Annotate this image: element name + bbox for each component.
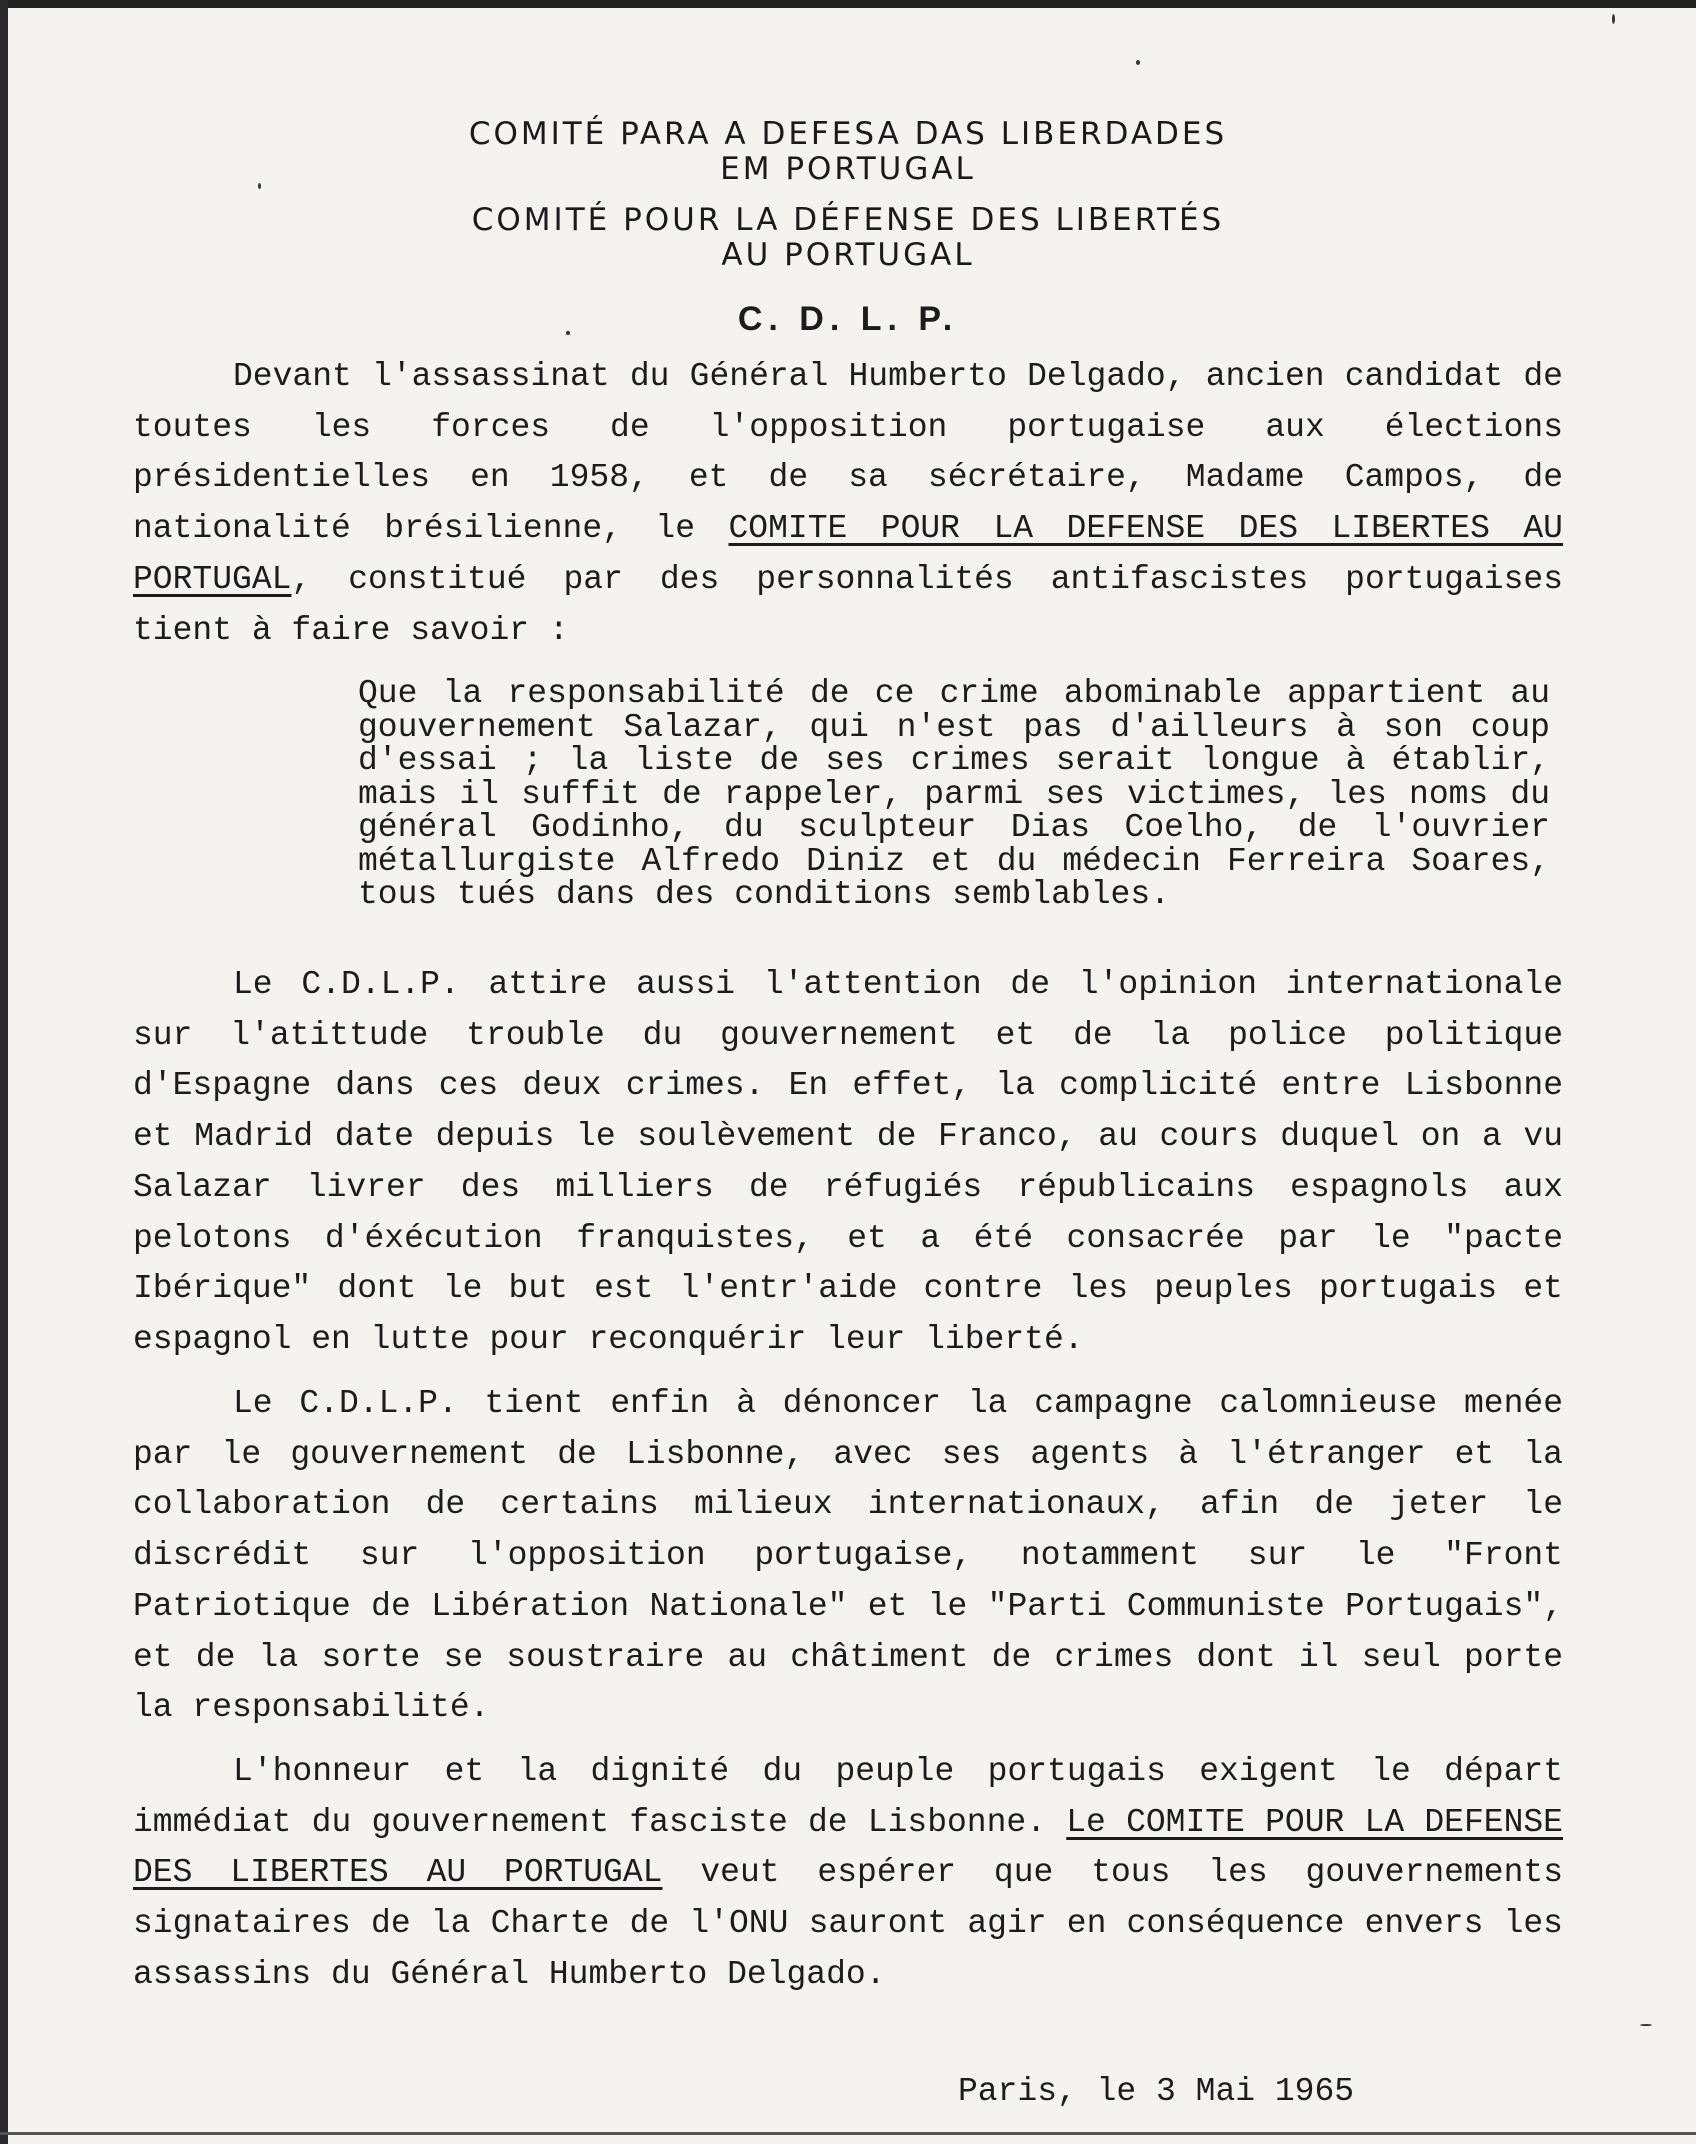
paragraph-complicity-text: Le C.D.L.P. attire aussi l'attention de l'opinion internationale sur l'atittude trouble du gouvernement et de la police politique d'Espagne dans ces deux crimes. En effet, la complicité entre Lisbonne et Madrid date depuis le soulèvement de Franco, au cours duquel on a vu Salazar livrer des milliers de réfugiés républicains espagnols aux pelotons d'éxécution franquistes, et a été consacrée par le "pacte Ibérique" dont le but est l'entr'aide contre les peuples portugais et espagnol en lutte pour reconquérir leur liberté.	[133, 966, 1563, 1358]
paragraph-campaign-text: Le C.D.L.P. tient enfin à dénoncer la campagne calomnieuse menée par le gouvernement de Lisbonne, avec ses agents à l'étranger et la collaboration de certains milieux internationaux, afin de jeter le discrédit sur l'opposition portugaise, notamment sur le "Front Patriotique de Libération Nationale" et le "Parti Communiste Portugais", et de la sorte se soustraire au châtiment de crimes dont il seul porte la responsabilité.	[133, 1385, 1563, 1727]
paragraph-conclusion	[133, 1747, 1563, 2001]
scan-speck	[566, 331, 570, 335]
conclusion-text-before: L'honneur et la dignité du peuple portugais exigent le départ immédiat du gouvernement fasciste de Lisbonne.	[133, 1753, 1563, 1841]
scan-speck	[1136, 60, 1140, 65]
intro-text-after: , constitué par des personnalités antifascistes portugaises tient à faire savoir :	[133, 560, 1563, 649]
conclusion-committee-name: Le COMITE POUR LA DEFENSE DES LIBERTES AU PORTUGAL	[133, 1803, 1563, 1892]
page-edge-bottom	[0, 2132, 1696, 2135]
intro-committee-name: COMITE POUR LA DEFENSE DES LIBERTES AU PORTUGAL	[133, 510, 1563, 598]
paragraph-complicity	[133, 960, 1563, 1366]
scan-speck	[258, 183, 261, 189]
paragraph-campaign	[133, 1379, 1563, 1734]
document-heading: C. D. L. P.	[737, 300, 959, 338]
scan-speck	[1612, 14, 1615, 24]
intro-paragraph	[133, 352, 1563, 656]
page-edge-top	[0, 0, 1696, 8]
quoted-statement: Que la responsabilité de ce crime abominable appartient au gouvernement Salazar, qui n'est pas d'ailleurs à son coup d'essai ; la liste de ses crimes serait longue à établir, mais il suffit de rappeler, parmi ses victimes, les noms du général Godinho, du sculpteur Dias Coelho, de l'ouvrier métallurgiste Alfredo Diniz et du médecin Ferreira Soares, tous tués dans des conditions semblables.	[358, 675, 1550, 913]
place-and-date: Paris, le 3 Mai 1965	[958, 2073, 1355, 2110]
header-fr-line1: COMITÉ POUR LA DÉFENSE DES LIBERTÉS	[471, 202, 1225, 238]
header-fr-line2: AU PORTUGAL	[721, 237, 975, 273]
header-pt-line1: COMITÉ PARA A DEFESA DAS LIBERDADES	[468, 116, 1228, 152]
scan-speck	[1640, 2024, 1652, 2026]
header-pt-line2: EM PORTUGAL	[720, 151, 976, 187]
conclusion-text-after: veut espérer que tous les gouvernements signataires de la Charte de l'ONU sauront agir en conséquence envers les assassins du Général Humberto Delgado.	[133, 1854, 1563, 1993]
intro-text-before: Devant l'assassinat du Général Humberto Delgado, ancien candidat de toutes les forces de l'opposition portugaise aux élections présidentielles en 1958, et de sa sécrétaire, Madame Campos, de nationalité brésilienne, le	[133, 358, 1563, 548]
